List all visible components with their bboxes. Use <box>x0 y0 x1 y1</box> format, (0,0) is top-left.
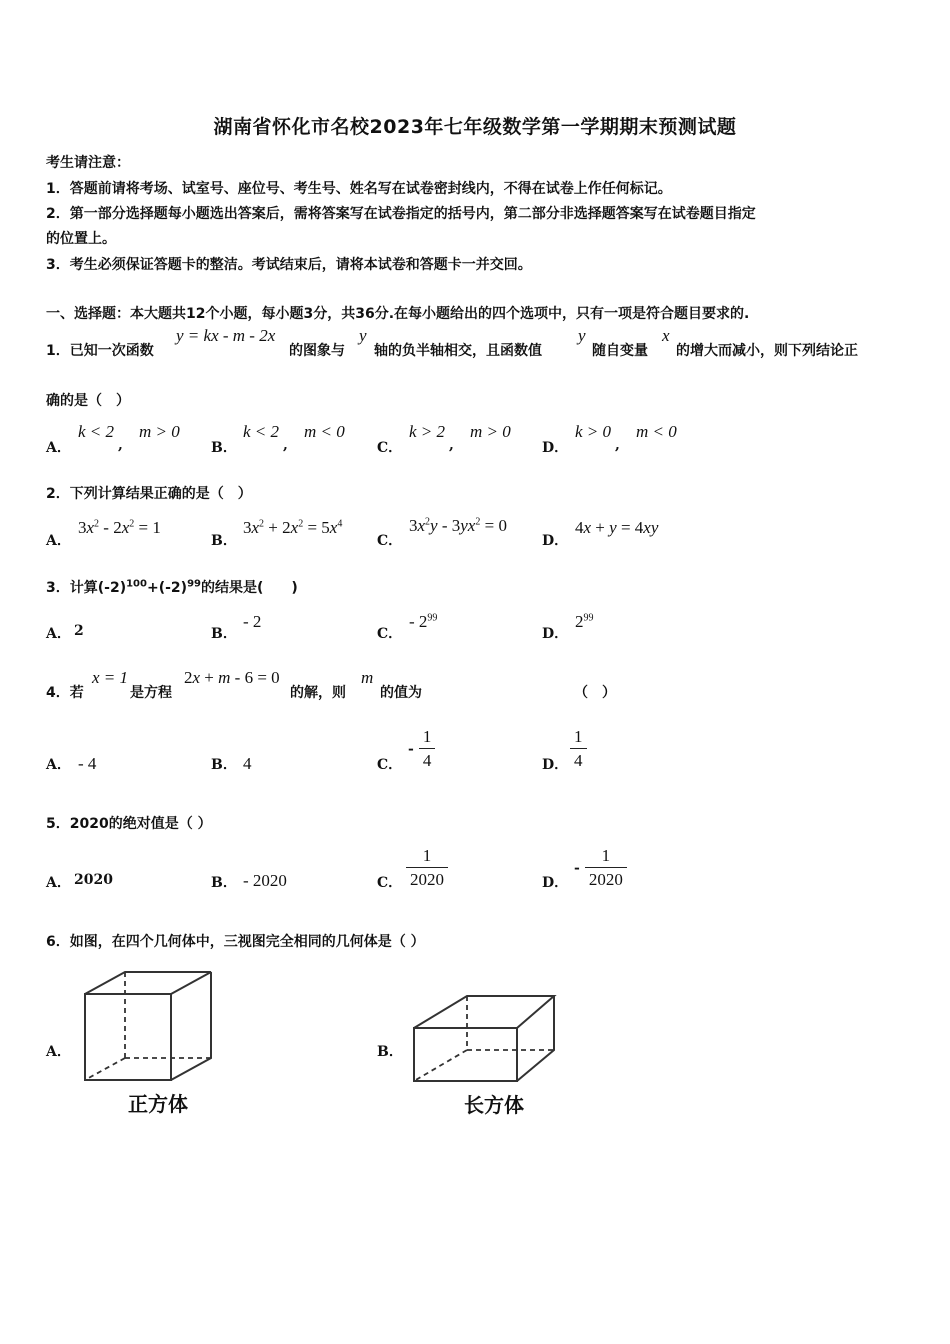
q5-option-d: - $\frac{1}{2020}$ <box>574 845 627 892</box>
q2-option-label[interactable]: C． <box>377 533 403 549</box>
q5-option-label[interactable]: D． <box>542 875 569 891</box>
q4-equation: x = 1 <box>92 668 129 687</box>
cuboid-figure <box>410 990 560 1086</box>
q2-option-label[interactable]: A． <box>46 533 71 549</box>
cuboid-caption: 长方体 <box>464 1093 524 1117</box>
q1-text: 的增大而减小，则下列结论正 <box>676 343 858 359</box>
q1-option-c: k > 2 <box>409 422 446 441</box>
q1-equation: y = kx - m - 2x <box>176 326 276 345</box>
notice-heading: 考生请注意： <box>46 155 130 171</box>
page-title: 湖南省怀化市名校2023年七年级数学第一学期期末预测试题 <box>213 116 737 138</box>
q5-option-a: 2020 <box>74 872 113 888</box>
cube-figure <box>80 968 220 1086</box>
q5-stem: 5．2020的绝对值是（ ） <box>46 816 212 832</box>
q1-text: 的图象与 <box>289 343 345 359</box>
q1-option-a: k < 2 <box>78 422 115 441</box>
q1-option-d: m < 0 <box>636 422 677 441</box>
q4-option-c: - $\frac{1}{4}$ <box>408 726 435 773</box>
q2-option-a: $3x^2 - 2x^2 = 1$ <box>78 518 161 537</box>
q4-option-d: $\frac{1}{4}$ <box>570 726 587 773</box>
q4-option-label[interactable]: D． <box>542 757 569 773</box>
q1-text: 确的是（ ） <box>46 393 130 409</box>
q3-option-label[interactable]: C． <box>377 626 403 642</box>
q4-bracket: （ ） <box>574 685 616 701</box>
q5-option-label[interactable]: A． <box>46 875 71 891</box>
comma: , <box>449 437 454 453</box>
q3-option-b: - 2 <box>243 612 262 631</box>
notice-item: 3．考生必须保证答题卡的整洁。考试结束后，请将本试卷和答题卡一并交回。 <box>46 257 532 273</box>
notice-item: 1．答题前请将考场、试室号、座位号、考生号、姓名写在试卷密封线内，不得在试卷上作任何标记。 <box>46 181 672 197</box>
comma: , <box>283 437 288 453</box>
cube-caption: 正方体 <box>128 1092 188 1116</box>
q1-option-label[interactable]: D． <box>542 440 569 456</box>
q4-option-label[interactable]: C． <box>377 757 403 773</box>
q4-text: 的值为 <box>380 685 422 701</box>
q1-text: 1．已知一次函数 <box>46 343 154 359</box>
q1-var-x: x <box>662 326 670 345</box>
comma: , <box>118 437 123 453</box>
q4-text: 4．若 <box>46 685 84 701</box>
q6-stem: 6．如图，在四个几何体中，三视图完全相同的几何体是（ ） <box>46 934 425 950</box>
notice-item: 2．第一部分选择题每小题选出答案后，需将答案写在试卷指定的括号内，第二部分非选择题答案写在试卷题目指定 <box>46 206 756 222</box>
q1-option-b: m < 0 <box>304 422 345 441</box>
q4-option-b: 4 <box>243 754 252 773</box>
q4-option-label[interactable]: B． <box>211 757 237 773</box>
q3-option-label[interactable]: A． <box>46 626 71 642</box>
q2-option-c: $3x^2y - 3yx^2 = 0$ <box>409 516 507 535</box>
q1-option-label[interactable]: A． <box>46 440 71 456</box>
q6-option-label[interactable]: A． <box>46 1044 71 1060</box>
q5-option-label[interactable]: C． <box>377 875 403 891</box>
notice-item: 的位置上。 <box>46 231 116 247</box>
q1-text: 随自变量 <box>592 343 648 359</box>
q1-option-label[interactable]: C． <box>377 440 403 456</box>
q1-text: 轴的负半轴相交，且函数值 <box>374 343 542 359</box>
q1-option-label[interactable]: B． <box>211 440 237 456</box>
q5-option-b: - 2020 <box>243 871 287 890</box>
q1-option-b: k < 2 <box>243 422 280 441</box>
q4-text: 的解，则 <box>290 685 346 701</box>
q2-option-label[interactable]: D． <box>542 533 569 549</box>
q2-stem: 2．下列计算结果正确的是（ ） <box>46 486 252 502</box>
section-heading: 一、选择题：本大题共12个小题，每小题3分，共36分.在每小题给出的四个选项中，只有一项是符合题目要求的. <box>46 306 750 322</box>
q1-option-c: m > 0 <box>470 422 511 441</box>
q1-var-y: y <box>578 326 586 345</box>
q4-var-m: m <box>361 668 374 687</box>
q3-option-a: 2 <box>74 623 84 639</box>
q4-text: 是方程 <box>130 685 172 701</box>
q3-option-c: - $2^{99}$ <box>409 612 438 631</box>
q5-option-label[interactable]: B． <box>211 875 237 891</box>
q5-option-c: $\frac{1}{2020}$ <box>406 845 448 892</box>
q3-stem: 3．计算$(-2)^{100}+(-2)^{99}$的结果是( ) <box>46 578 298 596</box>
q3-option-label[interactable]: D． <box>542 626 569 642</box>
q4-option-a: - 4 <box>78 754 97 773</box>
q3-option-label[interactable]: B． <box>211 626 237 642</box>
q1-option-d: k > 0 <box>575 422 612 441</box>
q3-option-d: $2^{99}$ <box>575 612 594 631</box>
q4-option-label[interactable]: A． <box>46 757 71 773</box>
q1-var-y: y <box>359 326 367 345</box>
q4-equation: 2x + m - 6 = 0 <box>184 668 280 687</box>
q2-option-d: 4x + y = 4xy <box>575 518 659 537</box>
comma: , <box>615 437 620 453</box>
q1-option-a: m > 0 <box>139 422 180 441</box>
q6-option-label[interactable]: B． <box>377 1044 403 1060</box>
q2-option-label[interactable]: B． <box>211 533 237 549</box>
q2-option-b: $3x^2 + 2x^2 = 5x^4$ <box>243 518 343 537</box>
